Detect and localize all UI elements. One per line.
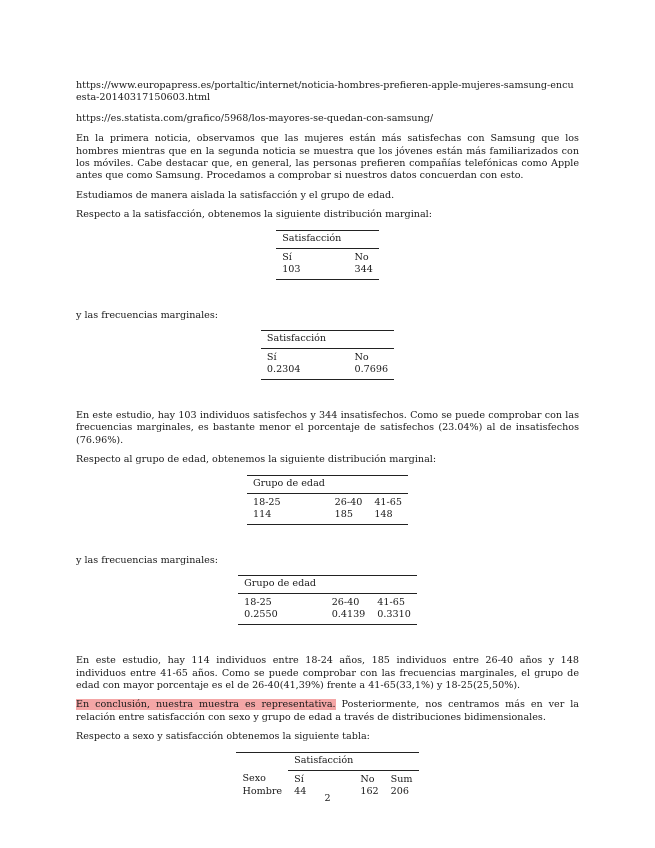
table-col-label: Sum xyxy=(390,773,413,785)
table-col-label: 26-40 xyxy=(334,496,363,508)
frequency-label-1: y las frecuencias marginales: xyxy=(76,309,218,321)
table-cell: 44 xyxy=(294,785,307,797)
table-cell: 0.4139 xyxy=(326,609,372,625)
table-col-label: Sí xyxy=(266,352,277,364)
conclusion-rest: Posteriormente, nos centramos más en ver la relación entre satisfacción con sexo y grupo de edad a través de distribuciones bidimensionales. xyxy=(76,699,579,723)
table-col-label: 41-65 xyxy=(374,496,402,508)
age-group-frequency-table xyxy=(238,575,417,625)
age-group-intro: Respecto al grupo de edad, obtenemos la siguiente distribución marginal: xyxy=(76,454,437,466)
table-cell: 206 xyxy=(390,785,409,797)
table-header: Satisfacción xyxy=(276,230,379,248)
conclusion-highlight[interactable]: En conclusión, nuestra muestra es representativa. xyxy=(76,699,336,711)
table-col-label: Sexo xyxy=(242,773,266,785)
satisfaction-count-table xyxy=(276,230,379,280)
table-col-label: Sí xyxy=(294,773,304,785)
table-col-label: No xyxy=(354,251,369,263)
table-header: Grupo de edad xyxy=(238,576,417,594)
document-page xyxy=(76,80,579,806)
table-cell: 0.3310 xyxy=(371,609,417,625)
table-cell: Hombre xyxy=(242,785,283,797)
satisfaction-summary: En este estudio, hay 103 individuos satisfechos y 344 insatisfechos. Como se puede comprobar con las frecuencias marginales, es bastante menor el porcentaje de satisfechos (23.04%) al de insatisfechos (76.96%). xyxy=(76,410,579,446)
table-cell: 344 xyxy=(349,264,379,280)
reference-url-2[interactable]: https://es.statista.com/grafico/5968/los-mayores-se-quedan-con-samsung/ xyxy=(76,112,434,124)
table-col-label: 41-65 xyxy=(377,597,405,609)
table-cell: 114 xyxy=(247,509,287,525)
table-header: Satisfacción xyxy=(288,752,385,767)
table-cell: 103 xyxy=(276,264,306,280)
table-col-label: Sí xyxy=(282,251,292,263)
table-col-label: 26-40 xyxy=(331,597,360,609)
table-header: Satisfacción xyxy=(261,331,394,349)
sex-satisfaction-table xyxy=(236,752,418,798)
table-col-label: 18-25 xyxy=(252,496,281,508)
table-cell: 148 xyxy=(368,509,408,525)
study-paragraph: Estudiamos de manera aislada la satisfacción y el grupo de edad. xyxy=(76,189,395,201)
table-col-label: No xyxy=(354,352,369,364)
conclusion-paragraph xyxy=(76,699,579,724)
table-cell: 0.2304 xyxy=(261,364,307,380)
table-cell: 162 xyxy=(360,785,379,797)
frequency-label-2: y las frecuencias marginales: xyxy=(76,554,218,566)
reference-url-1[interactable]: https://www.europapress.es/portaltic/internet/noticia-hombres-prefieren-apple-mujeres-samsung-encuesta-20140317150603.html xyxy=(76,80,574,104)
sex-satisfaction-intro: Respecto a sexo y satisfacción obtenemos la siguiente tabla: xyxy=(76,731,370,743)
table-cell: 185 xyxy=(329,509,369,525)
satisfaction-intro: Respecto a la satisfacción, obtenemos la siguiente distribución marginal: xyxy=(76,209,432,221)
satisfaction-frequency-table xyxy=(261,330,394,380)
table-cell: 0.7696 xyxy=(349,364,395,380)
intro-paragraph: En la primera noticia, observamos que las mujeres están más satisfechas con Samsung que los hombres mientras que en la segunda noticia se muestra que los jóvenes están más familiarizados con los móviles. Cabe destacar que, en general, las personas prefieren compañías telefónicas como Apple antes que como Samsung. Procedamos a comprobar si nuestros datos concuerdan con esto. xyxy=(76,133,579,182)
table-cell: 0.2550 xyxy=(238,609,284,625)
page-number: 2 xyxy=(324,793,331,804)
age-group-summary: En este estudio, hay 114 individuos entre 18-24 años, 185 individuos entre 26-40 años y 148 individuos entre 41-65 años. Como se puede comprobar con las frecuencias marginales, el grupo de edad con mayor porcentaje es el de 26-40(41,39%) frente a 41-65(33,1%) y 18-25(25,50%). xyxy=(76,655,579,691)
table-col-label: No xyxy=(360,773,375,785)
age-group-count-table xyxy=(247,475,408,525)
table-header: Grupo de edad xyxy=(247,475,408,493)
table-col-label: 18-25 xyxy=(244,597,272,609)
